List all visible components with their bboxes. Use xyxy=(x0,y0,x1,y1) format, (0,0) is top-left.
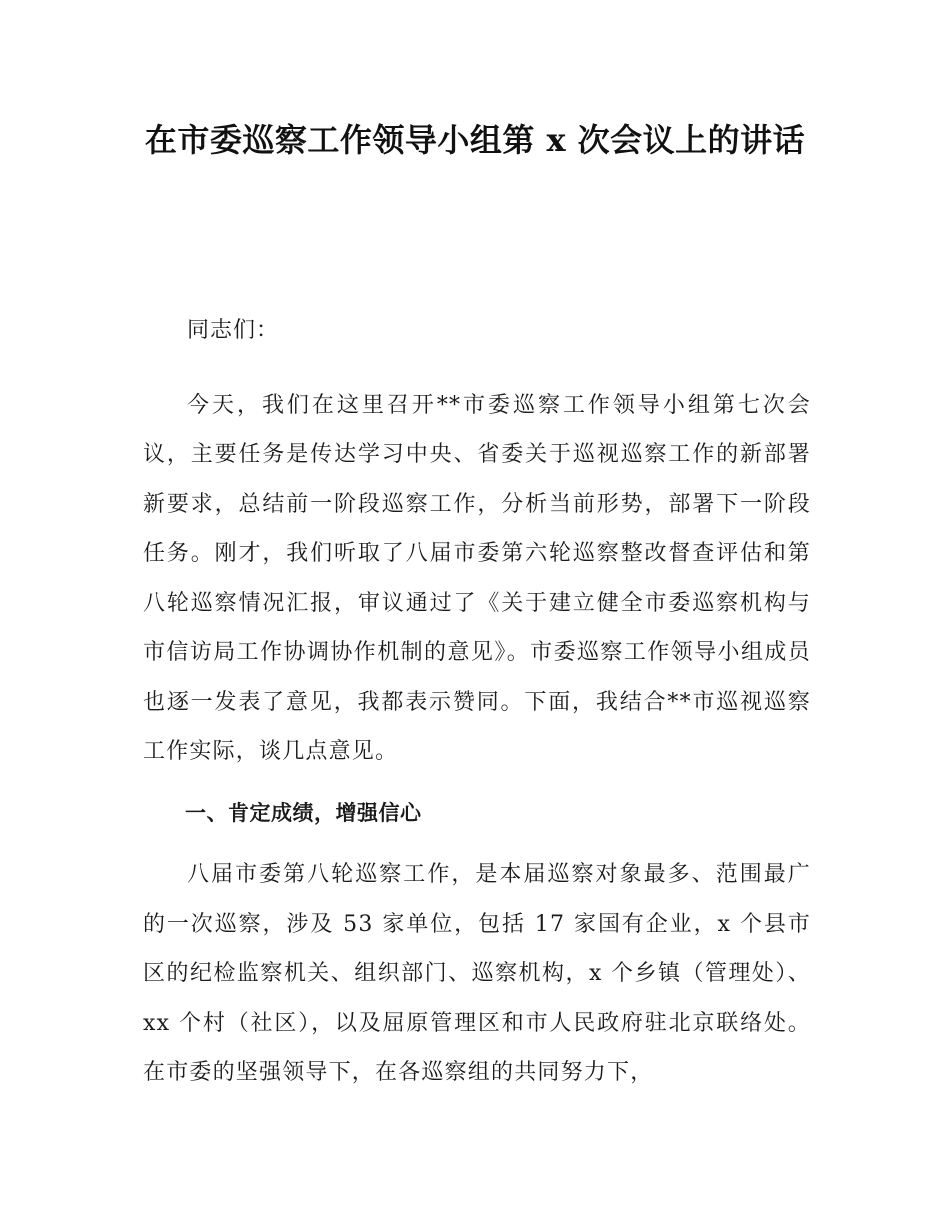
paragraph-achievements: 八届市委第八轮巡察工作，是本届巡察对象最多、范围最广的一次巡察，涉及 53 家单位，包括 17 家国有企业，x 个县市区的纪检监察机关、组织部门、巡察机构，x 个乡镇（管理处）、xx 个村（社区），以及屈原管理区和市人民政府驻北京联络处。在市委的坚强领导下，在各巡察组的共同努力下， xyxy=(143,862,811,1085)
document-title: 在市委巡察工作领导小组第 x 次会议上的讲话 xyxy=(144,121,806,159)
document-body xyxy=(143,306,811,1098)
salutation: 同志们： xyxy=(187,318,280,343)
paragraph-opening: 今天，我们在这里召开**市委巡察工作领导小组第七次会议，主要任务是传达学习中央、省委关于巡视巡察工作的新部署新要求，总结前一阶段巡察工作，分析当前形势，部署下一阶段任务。刚才，我们听取了八届市委第六轮巡察整改督查评估和第八轮巡察情况汇报，审议通过了《关于建立健全市委巡察机构与市信访局工作协调协作机制的意见》。市委巡察工作领导小组成员也逐一发表了意见，我都表示赞同。下面，我结合**市巡视巡察工作实际，谈几点意见。 xyxy=(143,392,811,764)
section-heading: 一、肯定成绩，增强信心 xyxy=(185,800,422,825)
